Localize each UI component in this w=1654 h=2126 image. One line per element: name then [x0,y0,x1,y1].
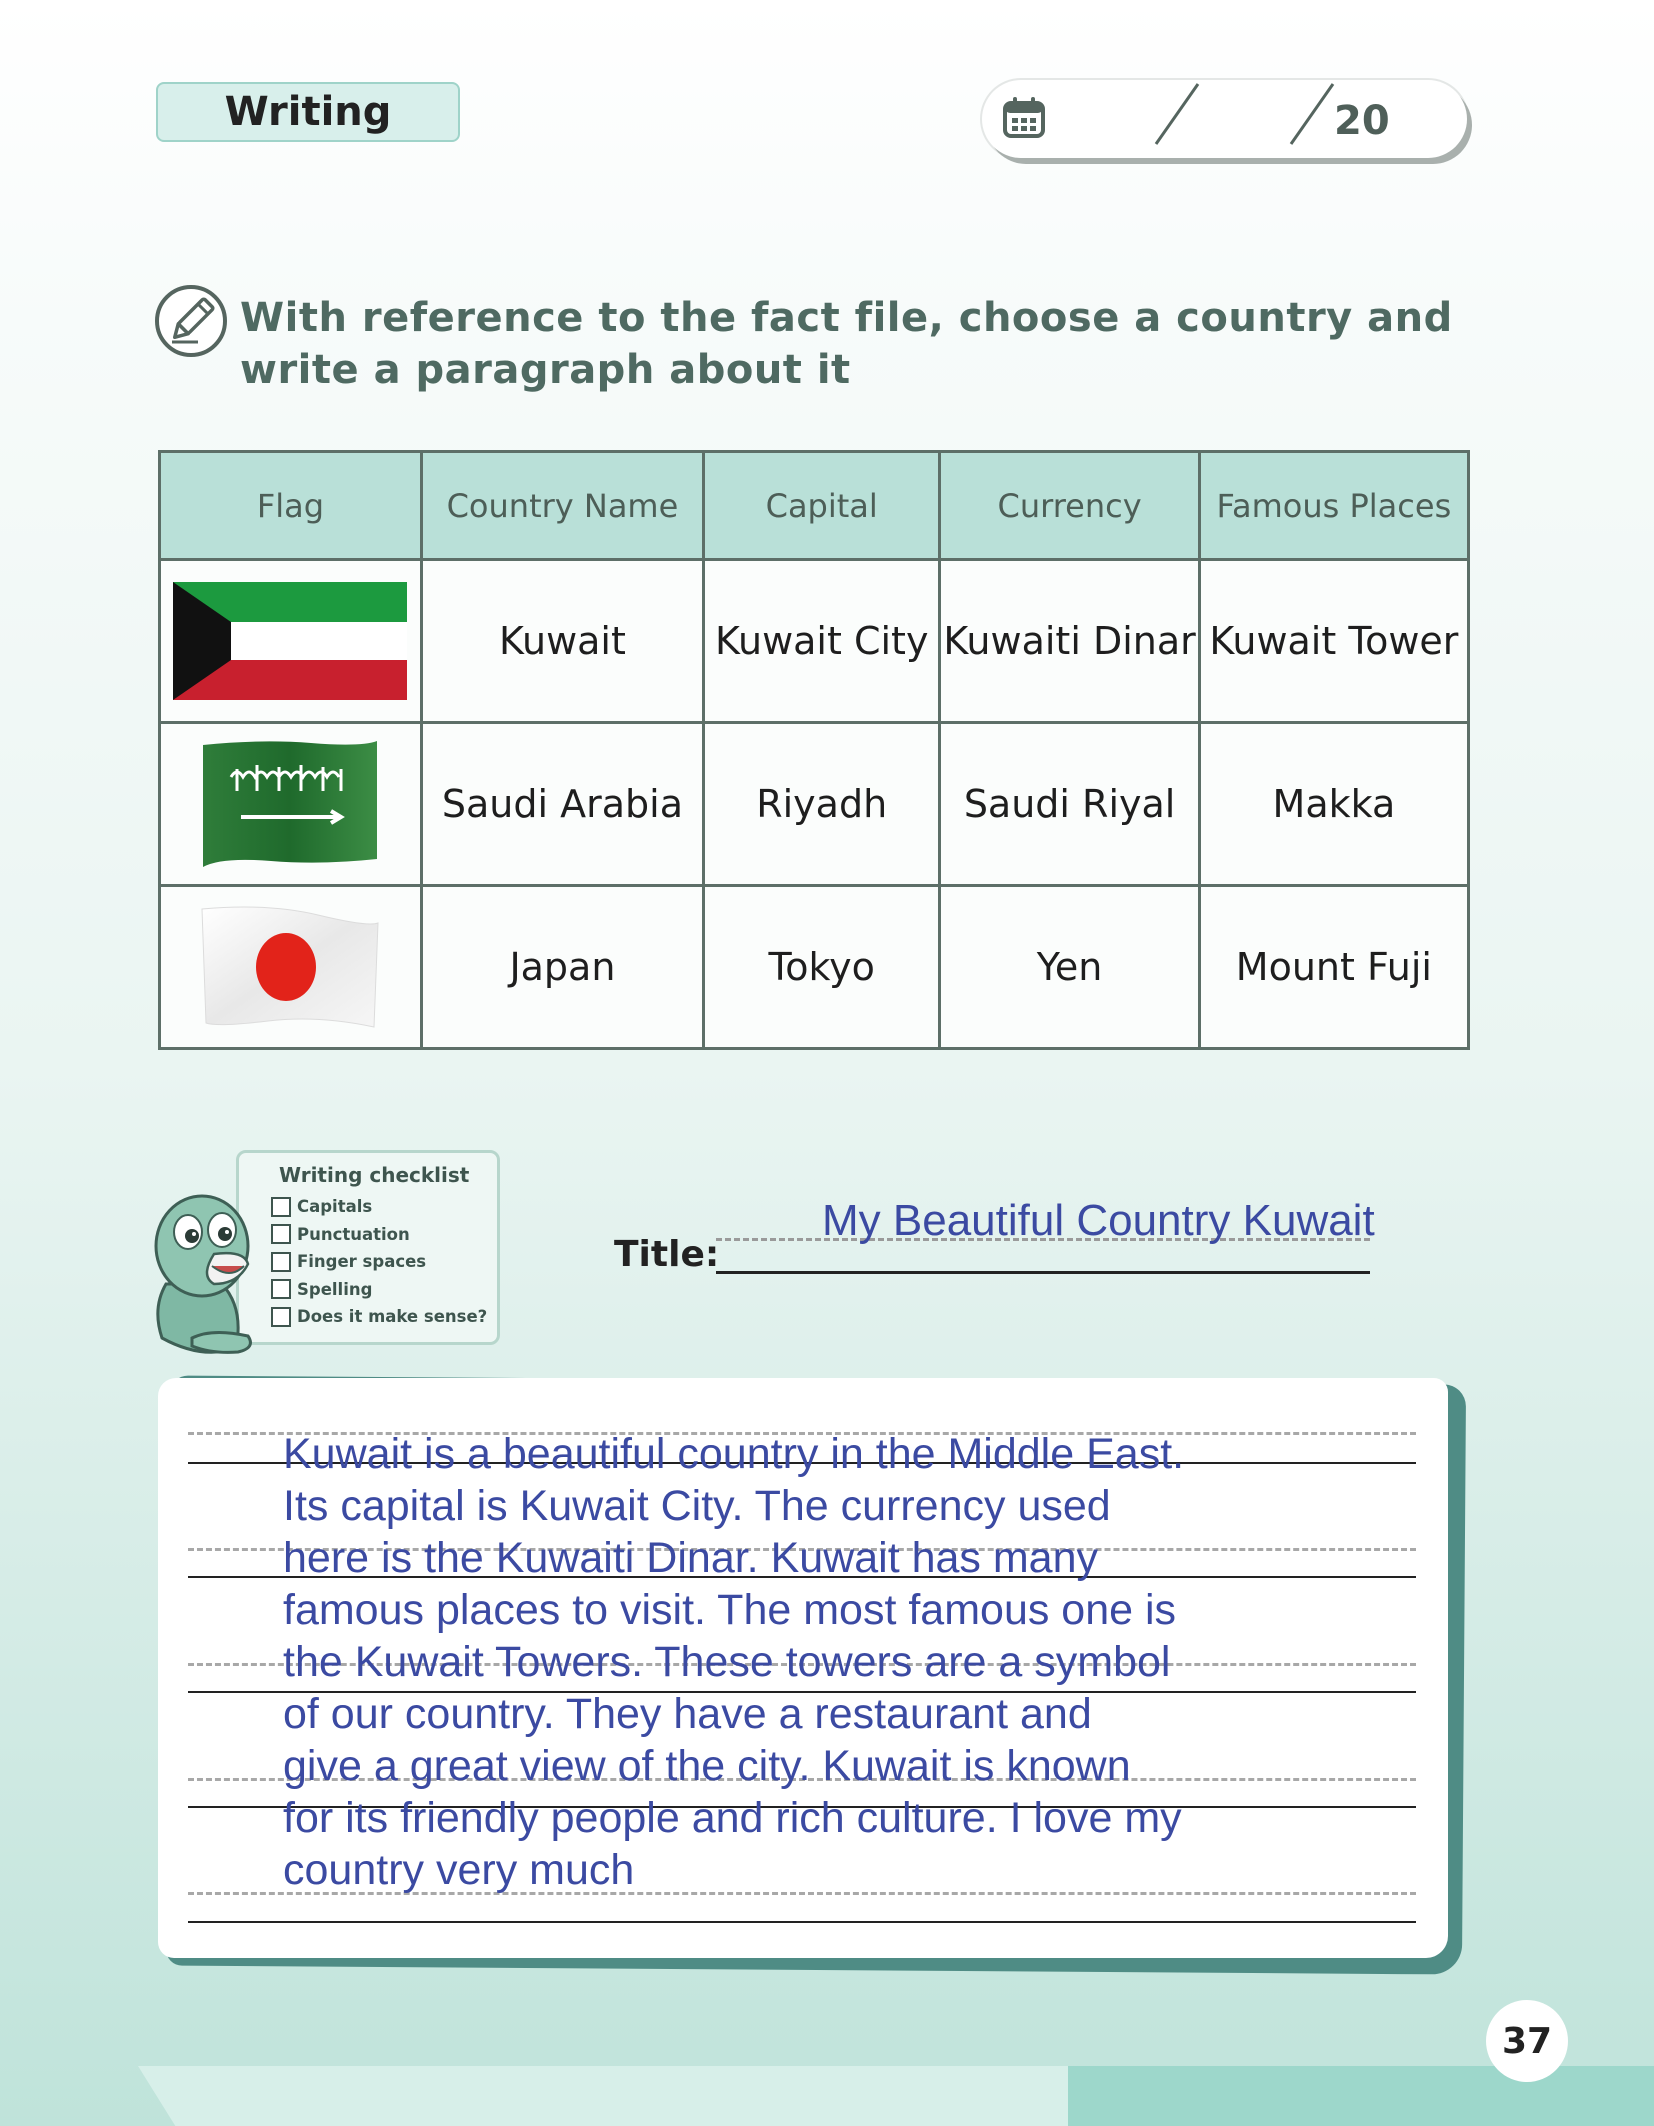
header-capital: Capital [704,452,940,560]
footer-band-left [138,2066,1072,2126]
turtle-mascot-icon [152,1188,262,1356]
currency-cell: Saudi Riyal [940,723,1199,886]
title-guide-line [716,1271,1370,1274]
paragraph-text[interactable] [283,1428,1303,1896]
table-header-row [160,452,1469,560]
paragraph-line: the Kuwait Towers. These towers are a symbol [283,1638,1171,1686]
saudi-flag-icon [201,739,379,869]
calendar-icon [1002,96,1046,140]
place-cell: Makka [1199,723,1468,886]
checklist-item-label: Does it make sense? [297,1307,488,1327]
instruction-text: With reference to the fact file, choose a country and write a paragraph about it [240,295,1453,393]
currency-cell: Yen [940,886,1199,1049]
table-row [160,560,1469,723]
paragraph-line: here is the Kuwaiti Dinar. Kuwait has many [283,1534,1099,1582]
date-slash-1 [1152,82,1202,146]
checkbox[interactable] [271,1279,291,1299]
pencil-icon [154,284,228,358]
date-slash-2 [1287,82,1337,146]
checklist-item [271,1276,497,1304]
section-label: Writing [156,82,460,142]
paragraph-line: give a great view of the city. Kuwait is known [283,1742,1131,1790]
header-famous-places: Famous Places [1199,452,1468,560]
kuwait-flag-icon [173,582,407,700]
place-cell: Kuwait Tower [1199,560,1468,723]
checklist-item-label: Capitals [297,1197,373,1217]
checklist-item-label: Finger spaces [297,1252,427,1272]
checklist-item [271,1221,497,1249]
checkbox[interactable] [271,1252,291,1272]
checklist-item [271,1303,497,1331]
paragraph-line: country very much [283,1846,635,1894]
capital-cell: Tokyo [704,886,940,1049]
currency-cell: Kuwaiti Dinar [940,560,1199,723]
checklist-title: Writing checklist [279,1163,470,1187]
checklist-item-label: Spelling [297,1279,373,1299]
table-row [160,723,1469,886]
capital-cell: Riyadh [704,723,940,886]
flag-cell [160,723,422,886]
paragraph-line: Kuwait is a beautiful country in the Middle East. [283,1430,1185,1478]
fact-file-table [158,450,1470,1050]
paragraph-line: famous places to visit. The most famous one is [283,1586,1177,1634]
japan-flag-icon [198,903,382,1031]
title-input[interactable]: My Beautiful Country Kuwait [822,1196,1375,1245]
place-cell: Mount Fuji [1199,886,1468,1049]
capital-cell: Kuwait City [704,560,940,723]
checkbox[interactable] [271,1224,291,1244]
footer-band-right [1068,2066,1654,2126]
flag-cell [160,560,422,723]
guide-line [188,1921,1416,1923]
table-row [160,886,1469,1049]
page-number: 37 [1486,2000,1568,2082]
checkbox[interactable] [271,1197,291,1217]
writing-checklist [236,1150,500,1345]
checklist-item [271,1248,497,1276]
checkbox[interactable] [271,1307,291,1327]
paragraph-line: for its friendly people and rich culture. I love my [283,1794,1182,1842]
title-label: Title: [614,1234,720,1275]
country-cell: Kuwait [421,560,703,723]
header-country-name: Country Name [421,452,703,560]
country-cell: Japan [421,886,703,1049]
flag-cell [160,886,422,1049]
date-year: 20 [1334,98,1390,144]
paragraph-line: Its capital is Kuwait City. The currency used [283,1482,1111,1530]
header-flag: Flag [160,452,422,560]
checklist-item-label: Punctuation [297,1224,410,1244]
header-currency: Currency [940,452,1199,560]
date-field [982,80,1467,158]
paragraph-line: of our country. They have a restaurant and [283,1690,1092,1738]
checklist-item [271,1193,497,1221]
country-cell: Saudi Arabia [421,723,703,886]
